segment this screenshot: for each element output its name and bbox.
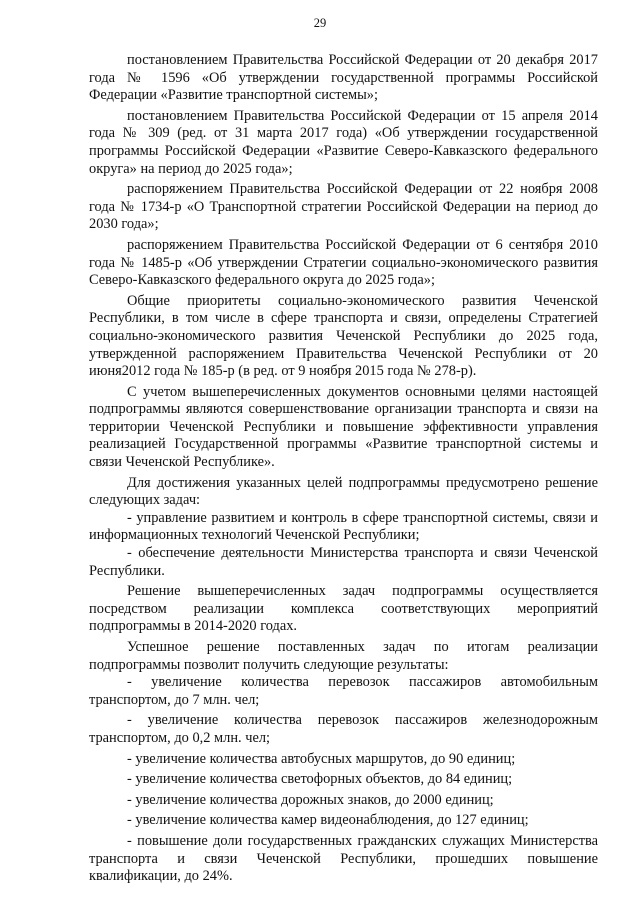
document-body [89,52,598,886]
paragraph-decree-309: постановлением Правительства Российской Федерации от 15 апреля 2014 года № 309 (ред. от 31 марта 2017 года) «Об утверждении государственной программы Российской Федерации «Развитие Северо-Кавказского федерального округа» на период до 2025 года»; [89,107,598,177]
paragraph-order-1485: распоряжением Правительства Российской Федерации от 6 сентября 2010 года № 1485-р «Об утверждении Стратегии социально-экономического развития Северо-Кавказского федерального округа до 2025 года»; [89,236,598,289]
paragraph-results-intro: Успешное решение поставленных задач по итогам реализации подпрограммы позволит получить следующие результаты: [89,639,598,673]
result-item: - увеличение количества перевозок пассажиров железнодорожным транспортом, до 0,2 млн. чел; [89,712,598,746]
paragraph-implementation: Решение вышеперечисленных задач подпрограммы осуществляется посредством реализации комплекса соответствующих мероприятий подпрограммы в 2014-2020 годах. [89,583,598,635]
result-item: - увеличение количества светофорных объектов, до 84 единиц; [127,771,513,788]
task-item: - управление развитием и контроль в сфере транспортной системы, связи и информационных технологий Чеченской Республики; [89,509,598,544]
task-item: - обеспечение деятельности Министерства транспорта и связи Чеченской Республики. [89,545,598,579]
result-item: - увеличение количества камер видеонаблюдения, до 127 единиц; [127,812,529,829]
result-item: - увеличение количества автобусных маршрутов, до 90 единиц; [127,750,516,767]
paragraph-order-1734: распоряжением Правительства Российской Федерации от 22 ноября 2008 года № 1734-р «О Транспортной стратегии Российской Федерации на период до 2030 года»; [89,181,598,233]
page-number: 29 [313,16,327,30]
paragraph-tasks-intro: Для достижения указанных целей подпрограммы предусмотрено решение следующих задач: [89,474,598,509]
paragraph-goals: С учетом вышеперечисленных документов основными целями настоящей подпрограммы являются совершенствование организации транспорта и связи на территории Чеченской Республики и повышение эффективности управления реализацией Государственной программы «Развитие транспортной системы и связи Чеченской Республике». [89,383,598,471]
paragraph-priorities: Общие приоритеты социально-экономического развития Чеченской Республики, в том числе в сфере транспорта и связи, определены Стратегией социально-экономического развития Чеченской Республики до 2025 года, утвержденной распоряжением Правительства Чеченской Республики от 20 июня2012 года № 185-р (в ред. от 9 ноября 2015 года № 278-р). [89,292,598,380]
result-item: - увеличение количества перевозок пассажиров автомобильным транспортом, до 7 млн. чел; [89,674,598,708]
result-item: - повышение доли государственных гражданских служащих Министерства транспорта и связи Чеченской Республики, прошедших повышение квалификации, до 24%. [89,832,598,885]
result-item: - увеличение количества дорожных знаков, до 2000 единиц; [127,791,494,808]
paragraph-decree-1596: постановлением Правительства Российской Федерации от 20 декабря 2017 года № 1596 «Об утверждении государственной программы Российской Федерации «Развитие транспортной системы»; [89,52,598,104]
